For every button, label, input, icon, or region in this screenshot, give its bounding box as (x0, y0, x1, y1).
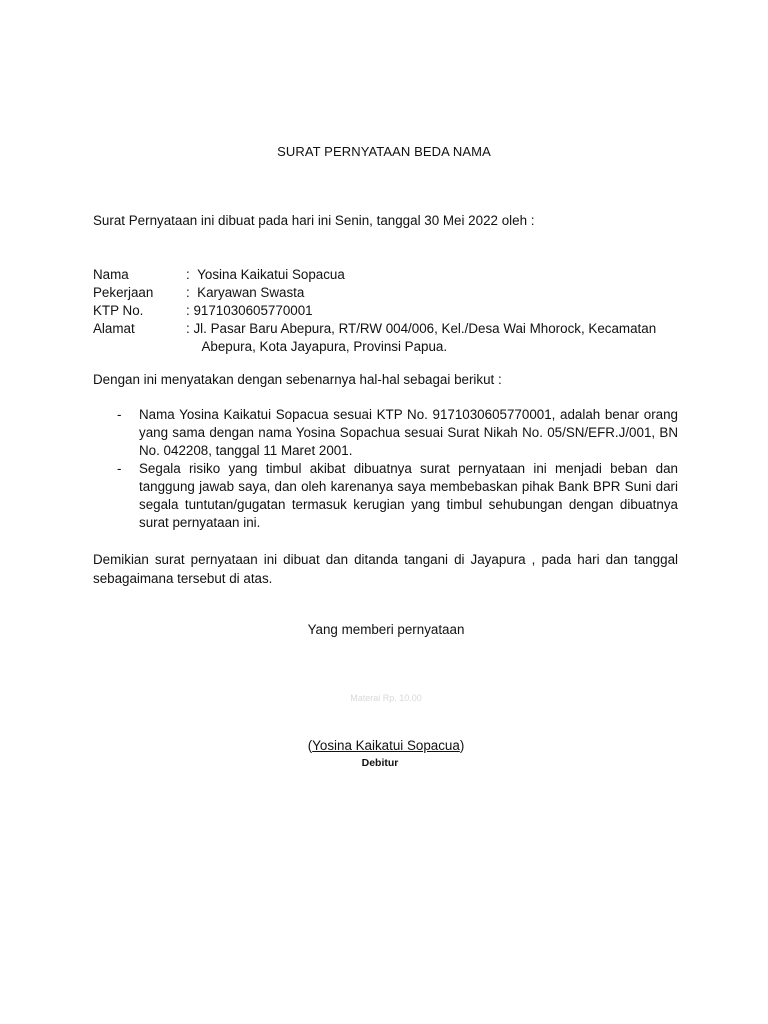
field-label: Nama (93, 267, 129, 282)
field-row-pekerjaan (93, 284, 683, 302)
signer-name: Yosina Kaikatui Sopacua (312, 738, 460, 753)
field-separator: : (186, 285, 198, 300)
signer-heading: Yang memberi pernyataan (307, 622, 465, 637)
field-value: 9171030605770001 (193, 303, 313, 318)
list-item-text: Nama Yosina Kaikatui Sopacua sesuai KTP No. 9171030605770001, adalah benar orang yang sama dengan nama Yosina Sopachua sesuai Surat Nikah No. 05/SN/EFR.J/001, BN No. 042208, tanggal 11 Maret 2001. (139, 407, 678, 458)
signer-name-block (0, 738, 768, 753)
list-item (93, 460, 678, 532)
identity-fields (93, 266, 683, 356)
list-item-text: Segala risiko yang timbul akibat dibuatnya surat pernyataan ini menjadi beban dan tanggung jawab saya, dan oleh karenanya saya membebaskan pihak Bank BPR Suni dari segala tuntutan/gugatan termasuk kerugian yang timbul sehubungan dengan dibuatnya surat pernyataan ini. (139, 461, 678, 530)
address-line-1: Jl. Pasar Baru Abepura, RT/RW 004/006, Kel./Desa Wai Mhorock, Kecamatan (193, 321, 657, 336)
closing-paragraph: Demikian surat pernyataan ini dibuat dan ditanda tangani di Jayapura , pada hari dan tanggal sebagaimana tersebut di atas. (93, 552, 678, 586)
field-value-address (193, 320, 683, 356)
field-label: KTP No. (93, 303, 144, 318)
field-row-ktp (93, 302, 683, 320)
field-value: Yosina Kaikatui Sopacua (197, 267, 345, 282)
document-title: SURAT PERNYATAAN BEDA NAMA (277, 144, 491, 159)
field-value: Karyawan Swasta (197, 285, 305, 300)
declaration-list (93, 406, 678, 532)
stamp-placeholder: Materai Rp. 10.00 (350, 693, 422, 703)
declaration-intro: Dengan ini menyatakan dengan sebenarnya hal-hal sebagai berikut : (93, 372, 502, 387)
paren-open: ( (307, 738, 313, 753)
paren-close: ) (459, 738, 465, 753)
intro-paragraph: Surat Pernyataan ini dibuat pada hari ini Senin, tanggal 30 Mei 2022 oleh : (93, 213, 535, 228)
field-row-nama (93, 266, 683, 284)
bullet-dash: - (117, 461, 122, 476)
address-line-2: Abepura, Kota Jayapura, Provinsi Papua. (201, 339, 448, 354)
field-label: Pekerjaan (93, 285, 154, 300)
field-label: Alamat (93, 321, 135, 336)
list-item (93, 406, 678, 460)
bullet-dash: - (117, 407, 122, 422)
field-separator: : (186, 321, 194, 336)
field-separator: : (186, 267, 198, 282)
field-separator: : (186, 303, 194, 318)
signer-role: Debitur (361, 757, 399, 769)
field-row-alamat (93, 320, 683, 356)
